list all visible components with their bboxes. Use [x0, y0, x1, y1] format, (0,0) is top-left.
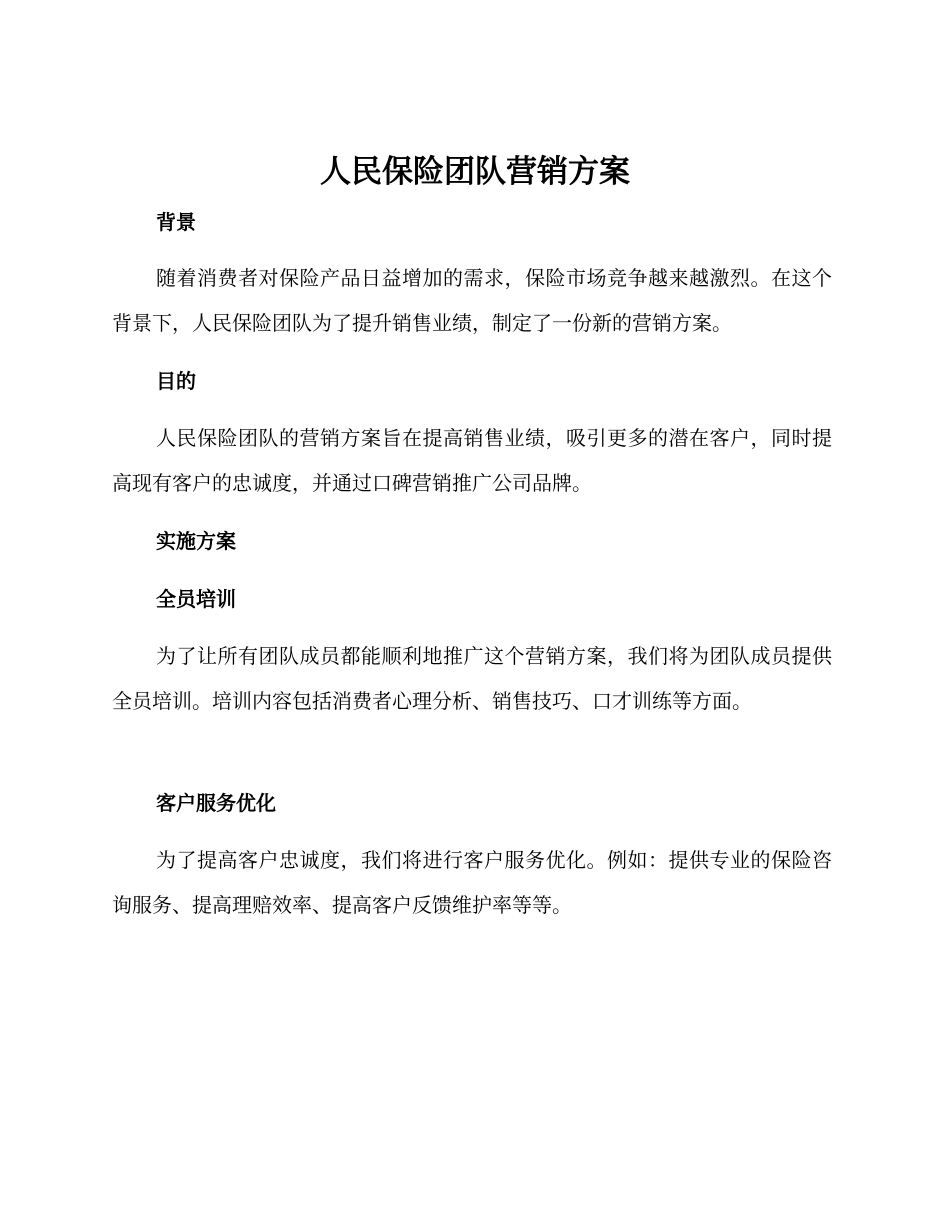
- section-body-training: 为了让所有团队成员都能顺利地推广这个营销方案，我们将为团队成员提供全员培训。培训内容包括消费者心理分析、销售技巧、口才训练等方面。: [112, 644, 832, 713]
- section-body-customer-service: 为了提高客户忠诚度，我们将进行客户服务优化。例如：提供专业的保险咨询服务、提高理赔效率、提高客户反馈维护率等等。: [112, 848, 832, 917]
- section-heading-background: 背景: [156, 210, 196, 234]
- document-title: 人民保险团队营销方案: [320, 154, 630, 190]
- section-heading-purpose: 目的: [156, 369, 196, 393]
- section-body-background: 随着消费者对保险产品日益增加的需求，保险市场竞争越来越激烈。在这个背景下，人民保险团队为了提升销售业绩，制定了一份新的营销方案。: [112, 266, 832, 335]
- section-heading-implementation: 实施方案: [156, 529, 236, 553]
- section-heading-customer-service: 客户服务优化: [156, 791, 276, 815]
- section-body-purpose: 人民保险团队的营销方案旨在提高销售业绩，吸引更多的潜在客户，同时提高现有客户的忠诚度，并通过口碑营销推广公司品牌。: [112, 426, 832, 495]
- section-heading-training: 全员培训: [156, 587, 236, 611]
